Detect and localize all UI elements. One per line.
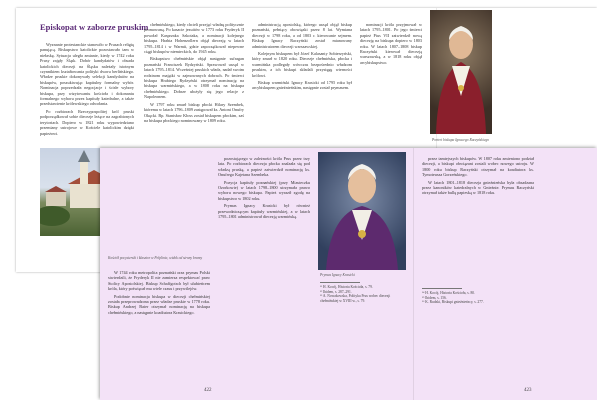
paragraph: nominacji króla przyjmował w latach 1795–1801. Po jego śmierci papież Pius VII zatwierdził nową diecezję na biskupa dopiero w 1803 roku. W latach 1807–1808 biskup Raczyński kierował diecezją warszawską, a w 1818 roku objął arcybiskupstwo. [360, 22, 422, 65]
paragraph: pozostającego w zależności króla Prus przez trzy lata. Po rozbiorach diecezja płocka znalazła się pod władzą pruską, a papież zatwierdził nominację ks. Onufrego Kajetana Szembeka. [218, 156, 310, 178]
paragraph: W 1744 roku metropolita poznański oraz prymas Polski stwierdzili, że Fryderyk II nie zamierza respektować praw Stolicy Apostolskiej. Biskup Schaffgotsch był ulubieńcem króla, który poświęcał mu wiele czasu i przywilejów. [108, 270, 210, 292]
text-column-1 [40, 42, 134, 146]
paragraph: administracją apostolską, którego urząd objął biskup poznański, pełniący obowiązki przez 8 lat. Wymiana diecezji w 1798 roku, a od 1803 r. kierowanie sejmem. Biskup Ignacy Raczyński został mianowany administratorem diecezji warszawskiej. [252, 22, 352, 49]
front-page [100, 148, 597, 400]
church-spire [78, 150, 90, 162]
building-roof [45, 186, 67, 192]
portrait-illustration [430, 10, 492, 134]
footnote: ¹⁶ K. Rudzki, Biskupi gnieźnieńscy, s. 277. [422, 300, 484, 305]
footnotes-right [422, 291, 534, 305]
chapter-title: Episkopat w zaborze pruskim [40, 22, 149, 32]
paragraph: chełmińskiego, kiedy chcieli przejąć władzę politycznie promowaną. Po kasacie jezuitów w 1773 roku Fryderyk II powołał Kasprzaka Szkotaka, a nominacji kolejnego biskupa. Hrabia Hohenzollern objął diecezję w latach 1795–1814 i w Warmii, gdzie zapoczątkował niepewne ciągi biskupów niemieckich, do 1945 roku. [144, 22, 244, 55]
front-text-column-3 [422, 156, 534, 284]
footnote: ¹² Ibidem, s. 287–291. [320, 289, 352, 294]
paragraph: Pozycja kapituły poznańskiej (przy Miasteczku Ozorkowie) w latach 1798–1800 utrzymała prawo wyboru nowego biskupa. Papież wyraził zgodę na biskupstwo w 1802 roku. [218, 179, 310, 201]
page-number-left: 422 [204, 388, 212, 393]
paragraph: Biskupstwo chełmińskie objął następnie sufragan poznański Franciszek Rydzyński. Sprawował urząd w latach 1795–1814. Wcześniej pruskich władz, nadał swoim rodzinom majątki w zajmowanych dobrach. Po śmierci biskupa Hrabiego Rydzyński otrzymał nominację na biskupa warmińskiego, a w 1808 roku na biskupa chełmińskiego. Dobrze ułożyły się jego relacje z Napoleonem. [144, 56, 244, 100]
footnote: ¹³ A. Nowakowska, Polityka Prus wobec diecezji chełmińskiej w XVIII w., s. 79. [320, 294, 391, 303]
portrait-caption: Prymas Ignacy Krasicki [320, 273, 355, 277]
paragraph: przez tamtejszych biskupów. W 1807 roku zmieniono podział diecezji, a biskupi obwiązani zostali wobec nowego ustroju. W 1800 roku biskup Raczyński otrzymał na koadiutora ks. Tymoteusza Gorzeńskiego. [422, 156, 534, 178]
footnotes-left [320, 285, 408, 303]
front-text-column-2 [218, 156, 310, 352]
gutter [413, 148, 414, 400]
footnote: ¹¹ H. Kocój, Historia Kościoła, s. 79. [320, 285, 373, 289]
church-tower [80, 162, 88, 184]
paragraph: Prymas Ignacy Krasicki był również przewodniczącym kapituły warmińskiej, a w latach 1795–1801 administrował diecezją warmińską. [218, 203, 310, 220]
footnote: ¹⁴ H. Kocój, Historia Kościoła, s. 80. [422, 291, 475, 295]
page-number-right: 423 [524, 388, 532, 393]
paragraph: Wyznanie protestanckie stanowiło w Prusach religię panującą. Biskupstwo katolickie pozostawało tam w niełaskę. Sytuacja uległa zmianie, kiedy w 1742 roku Prusy zajęły Śląsk. Dobór kandydatów i obsada katolickich diecezji na Śląsku należały istotnym czynnikiem kształtowania polityki dworu berlińskiego. Władze pruskie dokonywały selekcji kandydatów na biskupów, poszukiwując kapitulny formalny wybór. Nominacja poprzedzała negocjacje i ścisłe wybory biskupa, przy wizytowaniu kościoła i dokonaniu formalnego wyboru przez kapituły katedralne, a także przedstawienie królewskiego odwołania. [40, 42, 134, 107]
paragraph: W latach 1801–1818 diecezja gnieźnieńska była obsadzana przez kanoników katedralnych w Gnieźnie. Prymas Raczyński otrzymał także bullę papieską w 1818 roku. [422, 179, 534, 196]
paragraph: Podobnie nominacja biskupa w diecezji chełmińskiej została przeprowadzona przez władze pruskie w 1778 roku. Biskup Andrzej Baier otrzymał nominację na biskupa chełmińskiego, a następnie koadiutora Krasickiego. [108, 293, 210, 315]
krasicki-portrait [318, 152, 406, 270]
tree [40, 206, 70, 226]
church-caption: Kościół pocysterski i klasztor w Pelplinie, widok od strony bramy [108, 256, 203, 260]
front-text-column-1 [108, 270, 210, 386]
paragraph: Biskup warmiński Ignacy Krasicki od 1795 roku był arcybiskupem gnieźnieńskim, następnie został prymasem. [252, 80, 352, 91]
pectoral-cross [358, 230, 366, 238]
bishop-portrait [430, 10, 492, 134]
footnote-rule [320, 282, 360, 283]
paragraph: Po rozbiorach Rzeczypospolitej król pruski podporządkował sobie diecezje leżące na zagrabionych terytoriach. Dopiero w 1821 roku wypowiedziano przemiany ustrojowe w Kościele katolickim dzięki papieżowi. [40, 108, 134, 136]
paragraph: W 1797 roku zmarł biskup płocki Hilary Szembek, któremu w latach 1796–1809 zastępował ks. Antoni Onufry Okęcki. Bp. Stanisław Kłoss został biskupem płockim, zaś na biskupa płockiego nominowany w 1809 roku. [144, 101, 244, 123]
footnote-rule [422, 288, 462, 289]
building [46, 192, 66, 206]
footnote: ¹⁵ Ibidem, s. 156. [422, 295, 447, 300]
portrait-caption: Portret biskupa Ignacego Raczyńskiego [432, 138, 490, 142]
cross [458, 85, 464, 91]
portrait-illustration [318, 152, 406, 270]
paragraph: Kolejnym biskupem był Józef Kalasanty Sobierzyński, który zmarł w 1820 roku. Diecezje chełmińska, płocka i warmińska podlegały wówczas bezpośrednio władzom pruskim, a ich biskupi składali przysięgę wierności królowi. [252, 51, 352, 78]
